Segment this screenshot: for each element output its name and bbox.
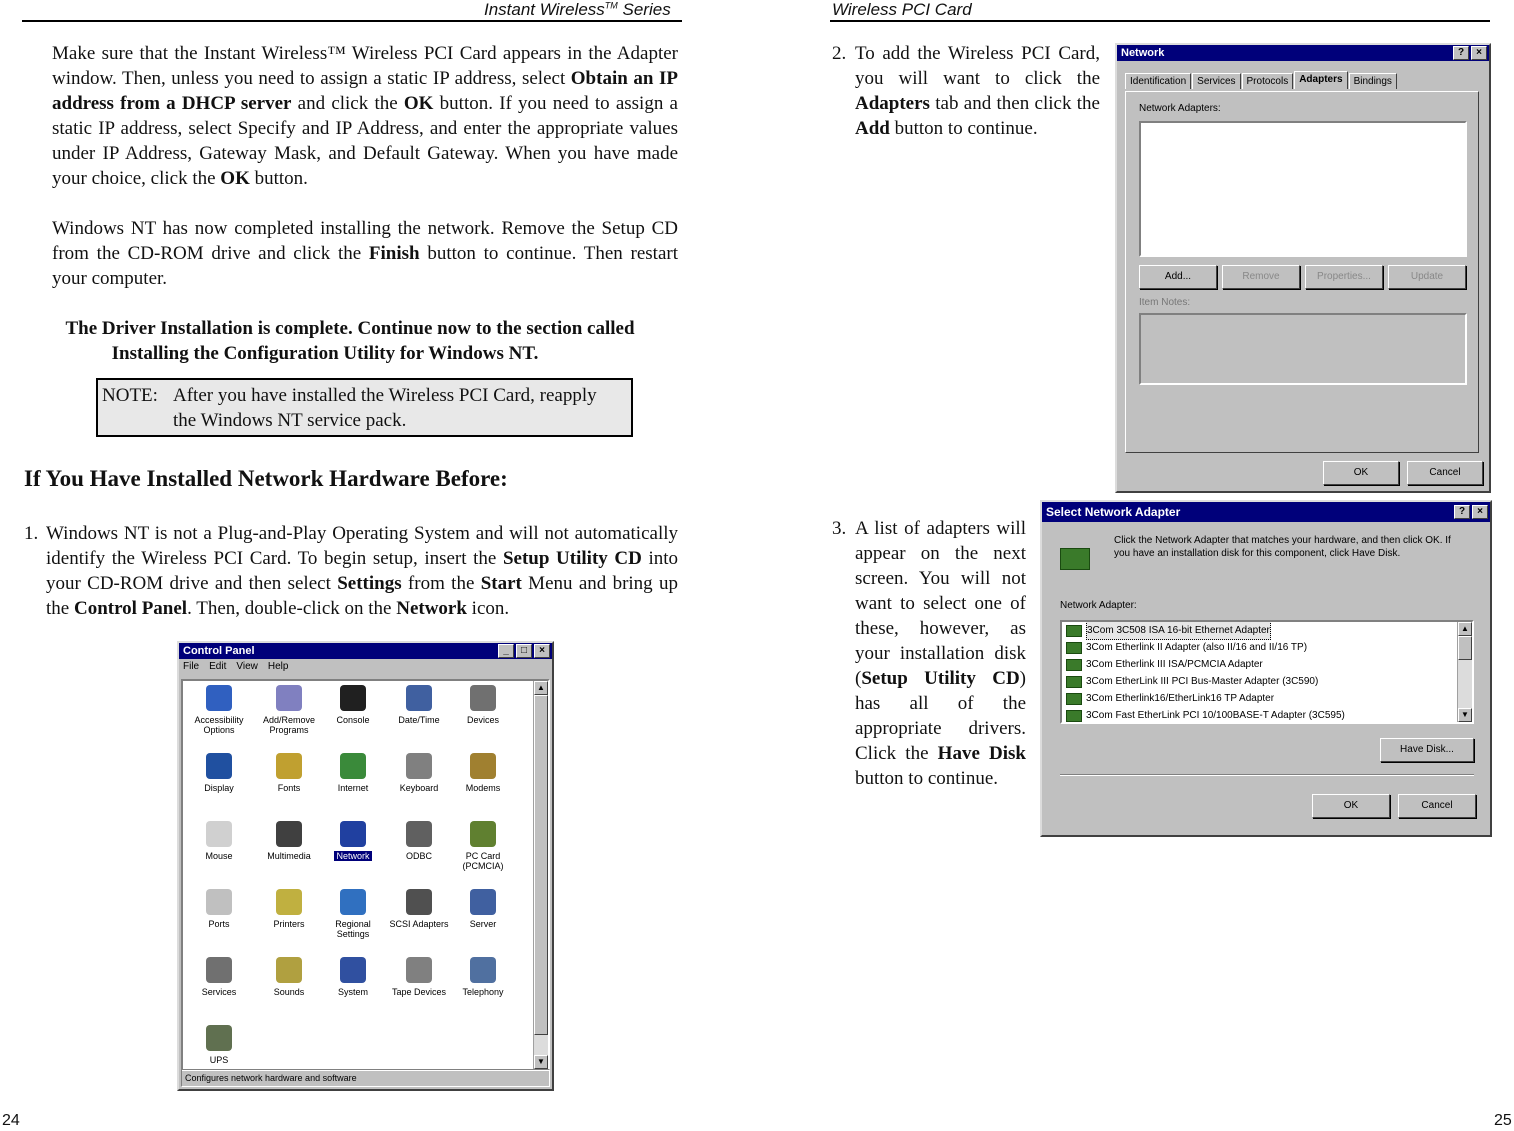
scroll-thumb[interactable]: [1458, 636, 1472, 660]
step2-text-2: tab and then click the: [929, 93, 1100, 114]
scroll-thumb[interactable]: [534, 695, 548, 1035]
control-panel-item[interactable]: [451, 821, 515, 871]
left-header-rule: [22, 20, 682, 22]
adapter-list-item[interactable]: [1062, 656, 1472, 673]
adapter-list-item-label: 3Com Etherlink II Adapter (also II/16 and II/16 TP): [1086, 642, 1308, 653]
control-panel-titlebar: [179, 643, 552, 659]
control-panel-item-label: System: [337, 987, 368, 997]
step-3-number: 3.: [832, 518, 847, 539]
control-panel-item-label: Modems: [465, 783, 501, 793]
step1-text-6: icon.: [466, 598, 510, 619]
network-card-icon: [1066, 642, 1082, 654]
menu-help[interactable]: Help: [267, 661, 289, 672]
update-adapter-button[interactable]: Update: [1388, 265, 1466, 289]
control-panel-item-label: Regional Settings: [335, 919, 371, 939]
step1-bold-settings: Settings: [337, 573, 402, 594]
control-panel-item[interactable]: [387, 753, 451, 793]
control-panel-item-label: Date/Time: [398, 715, 440, 725]
control-panel-item-label: Telephony: [462, 987, 504, 997]
control-panel-item[interactable]: [387, 821, 451, 861]
add-adapter-button[interactable]: Add...: [1139, 265, 1217, 289]
adapter-properties-button[interactable]: Properties...: [1305, 265, 1383, 289]
control-panel-item[interactable]: [321, 753, 385, 793]
control-panel-item-icon: [470, 753, 496, 779]
item-notes-label: Item Notes:: [1139, 297, 1191, 308]
adapter-list-item[interactable]: [1062, 690, 1472, 707]
control-panel-item[interactable]: [257, 821, 321, 861]
step-2-number: 2.: [832, 43, 847, 64]
step2-bold-adapters: Adapters: [855, 93, 930, 114]
select-adapter-instructions: Click the Network Adapter that matches your hardware, and then click OK. If you have an installation disk for this component, click Have Disk.: [1114, 535, 1451, 559]
control-panel-item-icon: [340, 753, 366, 779]
tab-protocols[interactable]: Protocols: [1242, 73, 1294, 89]
scroll-up-arrow[interactable]: ▲: [534, 681, 548, 695]
control-panel-item-icon: [406, 685, 432, 711]
note-text-1: After you have installed the Wireless PCI Card, reapply: [173, 385, 597, 406]
para2-bold-finish: Finish: [368, 243, 420, 264]
network-card-icon: [1066, 625, 1082, 637]
step1-bold-start: Start: [480, 573, 522, 594]
network-dialog: [1115, 43, 1491, 493]
adapter-list-item-label: 3Com Etherlink III ISA/PCMCIA Adapter: [1086, 659, 1263, 670]
control-panel-item-label: ODBC: [405, 851, 432, 861]
control-panel-icon-area: [181, 679, 550, 1071]
step3-text-3: button to continue.: [855, 768, 999, 789]
control-panel-item-icon: [406, 821, 432, 847]
network-dialog-title: Network: [1121, 47, 1165, 59]
control-panel-item-label: Server: [469, 919, 497, 929]
network-adapters-list[interactable]: [1139, 121, 1467, 257]
menu-edit[interactable]: Edit: [209, 661, 227, 672]
have-disk-button[interactable]: Have Disk...: [1380, 738, 1474, 762]
control-panel-item[interactable]: [187, 753, 251, 793]
control-panel-item-icon: [276, 753, 302, 779]
network-dialog-titlebar: [1117, 45, 1489, 61]
scroll-up-arrow[interactable]: ▲: [1458, 622, 1472, 636]
step1-text-2: into your CD-ROM drive and then select: [46, 548, 678, 594]
left-header-suffix: Series: [617, 0, 671, 19]
control-panel-menubar: [179, 659, 552, 675]
adapter-list-item[interactable]: [1062, 639, 1472, 656]
adapter-list[interactable]: [1060, 620, 1474, 724]
control-panel-item-icon: [206, 685, 232, 711]
step1-text-5: . Then, double-click on the: [187, 598, 397, 619]
control-panel-item-label: Devices: [466, 715, 499, 725]
control-panel-item[interactable]: [187, 1025, 251, 1065]
select-adapter-titlebar: [1042, 502, 1490, 522]
scroll-down-arrow[interactable]: ▼: [1458, 708, 1472, 722]
control-panel-title: Control Panel: [183, 645, 255, 657]
complete-line-1: The Driver Installation is complete. Continue now to the section called: [65, 318, 635, 339]
scroll-down-arrow[interactable]: ▼: [534, 1055, 548, 1069]
control-panel-item-icon: [470, 685, 496, 711]
right-page-number: 25: [1494, 1112, 1512, 1129]
control-panel-item[interactable]: [321, 821, 385, 861]
control-panel-item-label: Mouse: [205, 851, 233, 861]
close-button[interactable]: ×: [1472, 505, 1488, 519]
network-ok-button[interactable]: OK: [1323, 461, 1399, 485]
control-panel-item[interactable]: [187, 957, 251, 997]
control-panel-item[interactable]: [321, 889, 385, 939]
control-panel-item[interactable]: [387, 685, 451, 725]
control-panel-item[interactable]: [187, 685, 251, 735]
control-panel-item-label: Internet: [337, 783, 369, 793]
tab-identification[interactable]: Identification: [1125, 73, 1191, 89]
control-panel-item-icon: [406, 753, 432, 779]
step1-bold-setup-cd: Setup Utility CD: [502, 548, 642, 569]
control-panel-statusbar: Configures network hardware and software: [181, 1069, 550, 1087]
control-panel-item-label: Printers: [273, 919, 305, 929]
paragraph-dhcp: [52, 41, 678, 191]
remove-adapter-button[interactable]: Remove: [1222, 265, 1300, 289]
menu-view[interactable]: View: [236, 661, 258, 672]
adapter-list-scrollbar[interactable]: [1457, 622, 1472, 722]
note-text-2: the Windows NT service pack.: [173, 410, 407, 431]
para1-bold-ok: OK: [403, 93, 434, 114]
control-panel-item-icon: [276, 821, 302, 847]
control-panel-item-label: Ports: [208, 919, 230, 929]
adapter-list-item-label: 3Com Etherlink16/EtherLink16 TP Adapter: [1086, 693, 1275, 704]
item-notes-box: [1139, 313, 1467, 385]
step1-text-3: from the: [401, 573, 481, 594]
control-panel-item-label: Add/Remove Programs: [262, 715, 316, 735]
select-adapter-title: Select Network Adapter: [1046, 505, 1181, 519]
control-panel-item-label: Console: [336, 715, 370, 725]
network-card-icon: [1066, 693, 1082, 705]
network-card-icon: [1066, 710, 1082, 722]
para1-text-3: button. If you need to assign a static IP address, select Specify and IP Address, and enter the appropriate values under IP Address, Gateway Mask, and Default Gateway. When you have made your choice, click the: [52, 93, 678, 189]
install-complete-notice: [22, 316, 678, 366]
control-panel-item-label: Accessibility Options: [194, 715, 244, 735]
select-adapter-dialog: [1040, 500, 1492, 837]
adapter-list-items: [1062, 622, 1472, 724]
control-panel-item[interactable]: [387, 957, 451, 997]
help-button[interactable]: ?: [1454, 505, 1470, 519]
network-cancel-button[interactable]: Cancel: [1407, 461, 1483, 485]
complete-line-2: Installing the Configuration Utility for Windows NT.: [111, 343, 539, 364]
step3-bold-have-disk: Have Disk: [937, 743, 1026, 764]
control-panel-item-icon: [276, 685, 302, 711]
control-panel-item-icon: [206, 1025, 232, 1051]
control-panel-item-icon: [406, 889, 432, 915]
step3-text-2: ) has all of the appropriate drivers. Click the: [855, 668, 1026, 764]
step3-bold-setup-cd: Setup Utility CD: [861, 668, 1020, 689]
dialog-separator: [1060, 774, 1474, 776]
control-panel-item-icon: [470, 889, 496, 915]
tab-bindings[interactable]: Bindings: [1349, 73, 1397, 89]
right-running-header: Wireless PCI Card: [832, 0, 972, 19]
left-header-text: Instant Wireless: [484, 0, 605, 19]
para1-text-2: and click the: [291, 93, 404, 114]
select-cancel-button[interactable]: Cancel: [1398, 794, 1476, 818]
note-label: NOTE:: [102, 385, 158, 406]
para2-text-1: Windows NT has now completed installing the network. Remove the Setup CD from the CD-ROM drive and click the: [52, 218, 678, 264]
control-panel-item[interactable]: [257, 957, 321, 997]
left-running-header: [484, 0, 671, 20]
step-1-text: [46, 521, 678, 621]
control-panel-window: [177, 641, 554, 1091]
control-panel-item-label: SCSI Adapters: [389, 919, 449, 929]
control-panel-item-label: Services: [201, 987, 237, 997]
control-panel-item-label: Display: [204, 783, 234, 793]
step-3-text: [855, 516, 1026, 791]
left-header-tm: TM: [604, 0, 618, 11]
control-panel-item-icon: [206, 889, 232, 915]
control-panel-item-icon: [276, 889, 302, 915]
control-panel-item-icon: [206, 957, 232, 983]
control-panel-item-icon: [206, 753, 232, 779]
left-page-number: 24: [2, 1112, 20, 1129]
step1-text-1: Windows NT is not a Plug-and-Play Operating System and will not automatically identify the Wireless PCI Card. To begin setup, insert the: [46, 523, 678, 569]
network-card-icon: [1060, 548, 1090, 570]
control-panel-item[interactable]: [387, 889, 451, 929]
control-panel-item-label: Keyboard: [399, 783, 439, 793]
control-panel-item-label: Multimedia: [267, 851, 311, 861]
control-panel-item-icon: [340, 685, 366, 711]
control-panel-scrollbar[interactable]: [533, 681, 548, 1069]
control-panel-item-icon: [406, 957, 432, 983]
step-2-text: [855, 41, 1100, 141]
paragraph-finish: [52, 216, 678, 291]
control-panel-item[interactable]: [187, 821, 251, 861]
adapter-list-item[interactable]: [1062, 622, 1472, 639]
control-panel-item-label: Sounds: [273, 987, 305, 997]
adapter-list-item[interactable]: [1062, 673, 1472, 690]
para2-text-2: button to continue. Then restart your computer.: [52, 243, 678, 289]
step3-text-1: A list of adapters will appear on the next screen. You will not want to select one of these, however, as your installation disk (: [855, 518, 1026, 689]
control-panel-item-label: UPS: [209, 1055, 229, 1065]
network-adapters-label: Network Adapters:: [1139, 103, 1221, 114]
control-panel-item-icon: [340, 957, 366, 983]
control-panel-item-icon: [470, 821, 496, 847]
para1-text-1: Make sure that the Instant Wireless™ Wireless PCI Card appears in the Adapter window. Then, unless you need to assign a static IP address, select: [52, 43, 678, 89]
para1-bold-ok-2: OK: [220, 168, 250, 189]
control-panel-item[interactable]: [257, 685, 321, 735]
step2-text-1: To add the Wireless PCI Card, you will want to click the: [855, 43, 1100, 89]
control-panel-item[interactable]: [187, 889, 251, 929]
step1-bold-network: Network: [396, 598, 467, 619]
control-panel-item[interactable]: [321, 685, 385, 725]
network-card-icon: [1066, 676, 1082, 688]
control-panel-item-label: Tape Devices: [391, 987, 447, 997]
section-heading: If You Have Installed Network Hardware Before:: [24, 466, 508, 491]
control-panel-item-icon: [276, 957, 302, 983]
control-panel-item-label: Fonts: [277, 783, 301, 793]
control-panel-item-icon: [340, 821, 366, 847]
step-1-number: 1.: [24, 523, 39, 544]
para1-text-4: button.: [249, 168, 308, 189]
network-card-icon: [1066, 659, 1082, 671]
tab-services[interactable]: Services: [1192, 73, 1240, 89]
close-button[interactable]: ×: [534, 644, 550, 658]
control-panel-item-icon: [206, 821, 232, 847]
adapter-list-item-label: 3Com EtherLink III PCI Bus-Master Adapter (3C590): [1086, 676, 1319, 687]
right-header-rule: [830, 20, 1490, 22]
step2-text-3: button to continue.: [889, 118, 1038, 139]
adapter-list-item[interactable]: [1062, 707, 1472, 724]
control-panel-item-label: PC Card (PCMCIA): [462, 851, 504, 871]
step2-bold-add: Add: [855, 118, 890, 139]
para1-bold-dhcp: Obtain an IP address from a DHCP server: [52, 68, 678, 114]
control-panel-item-icon: [340, 889, 366, 915]
help-button[interactable]: ?: [1453, 46, 1469, 60]
adapter-list-item-label: 3Com 3C508 ISA 16-bit Ethernet Adapter: [1086, 621, 1271, 640]
network-adapter-label: Network Adapter:: [1060, 600, 1137, 611]
minimize-button[interactable]: _: [498, 644, 514, 658]
tab-adapters[interactable]: Adapters: [1294, 71, 1347, 89]
control-panel-item[interactable]: [451, 685, 515, 725]
select-ok-button[interactable]: OK: [1312, 794, 1390, 818]
network-tabs: [1125, 73, 1398, 91]
note-box: [96, 378, 633, 437]
control-panel-item[interactable]: [257, 753, 321, 793]
maximize-button[interactable]: □: [516, 644, 532, 658]
menu-file[interactable]: File: [183, 661, 200, 672]
step1-bold-control-panel: Control Panel: [73, 598, 188, 619]
control-panel-item[interactable]: [451, 957, 515, 997]
control-panel-item[interactable]: [451, 889, 515, 929]
adapter-list-item-label: 3Com Fast EtherLink PCI 10/100BASE-T Adapter (3C595): [1086, 710, 1345, 721]
control-panel-item[interactable]: [321, 957, 385, 997]
step1-text-4: Menu and bring up the: [46, 573, 678, 619]
control-panel-item[interactable]: [451, 753, 515, 793]
close-button[interactable]: ×: [1471, 46, 1487, 60]
control-panel-item-icon: [470, 957, 496, 983]
control-panel-item-label: Network: [336, 851, 370, 861]
control-panel-item[interactable]: [257, 889, 321, 929]
